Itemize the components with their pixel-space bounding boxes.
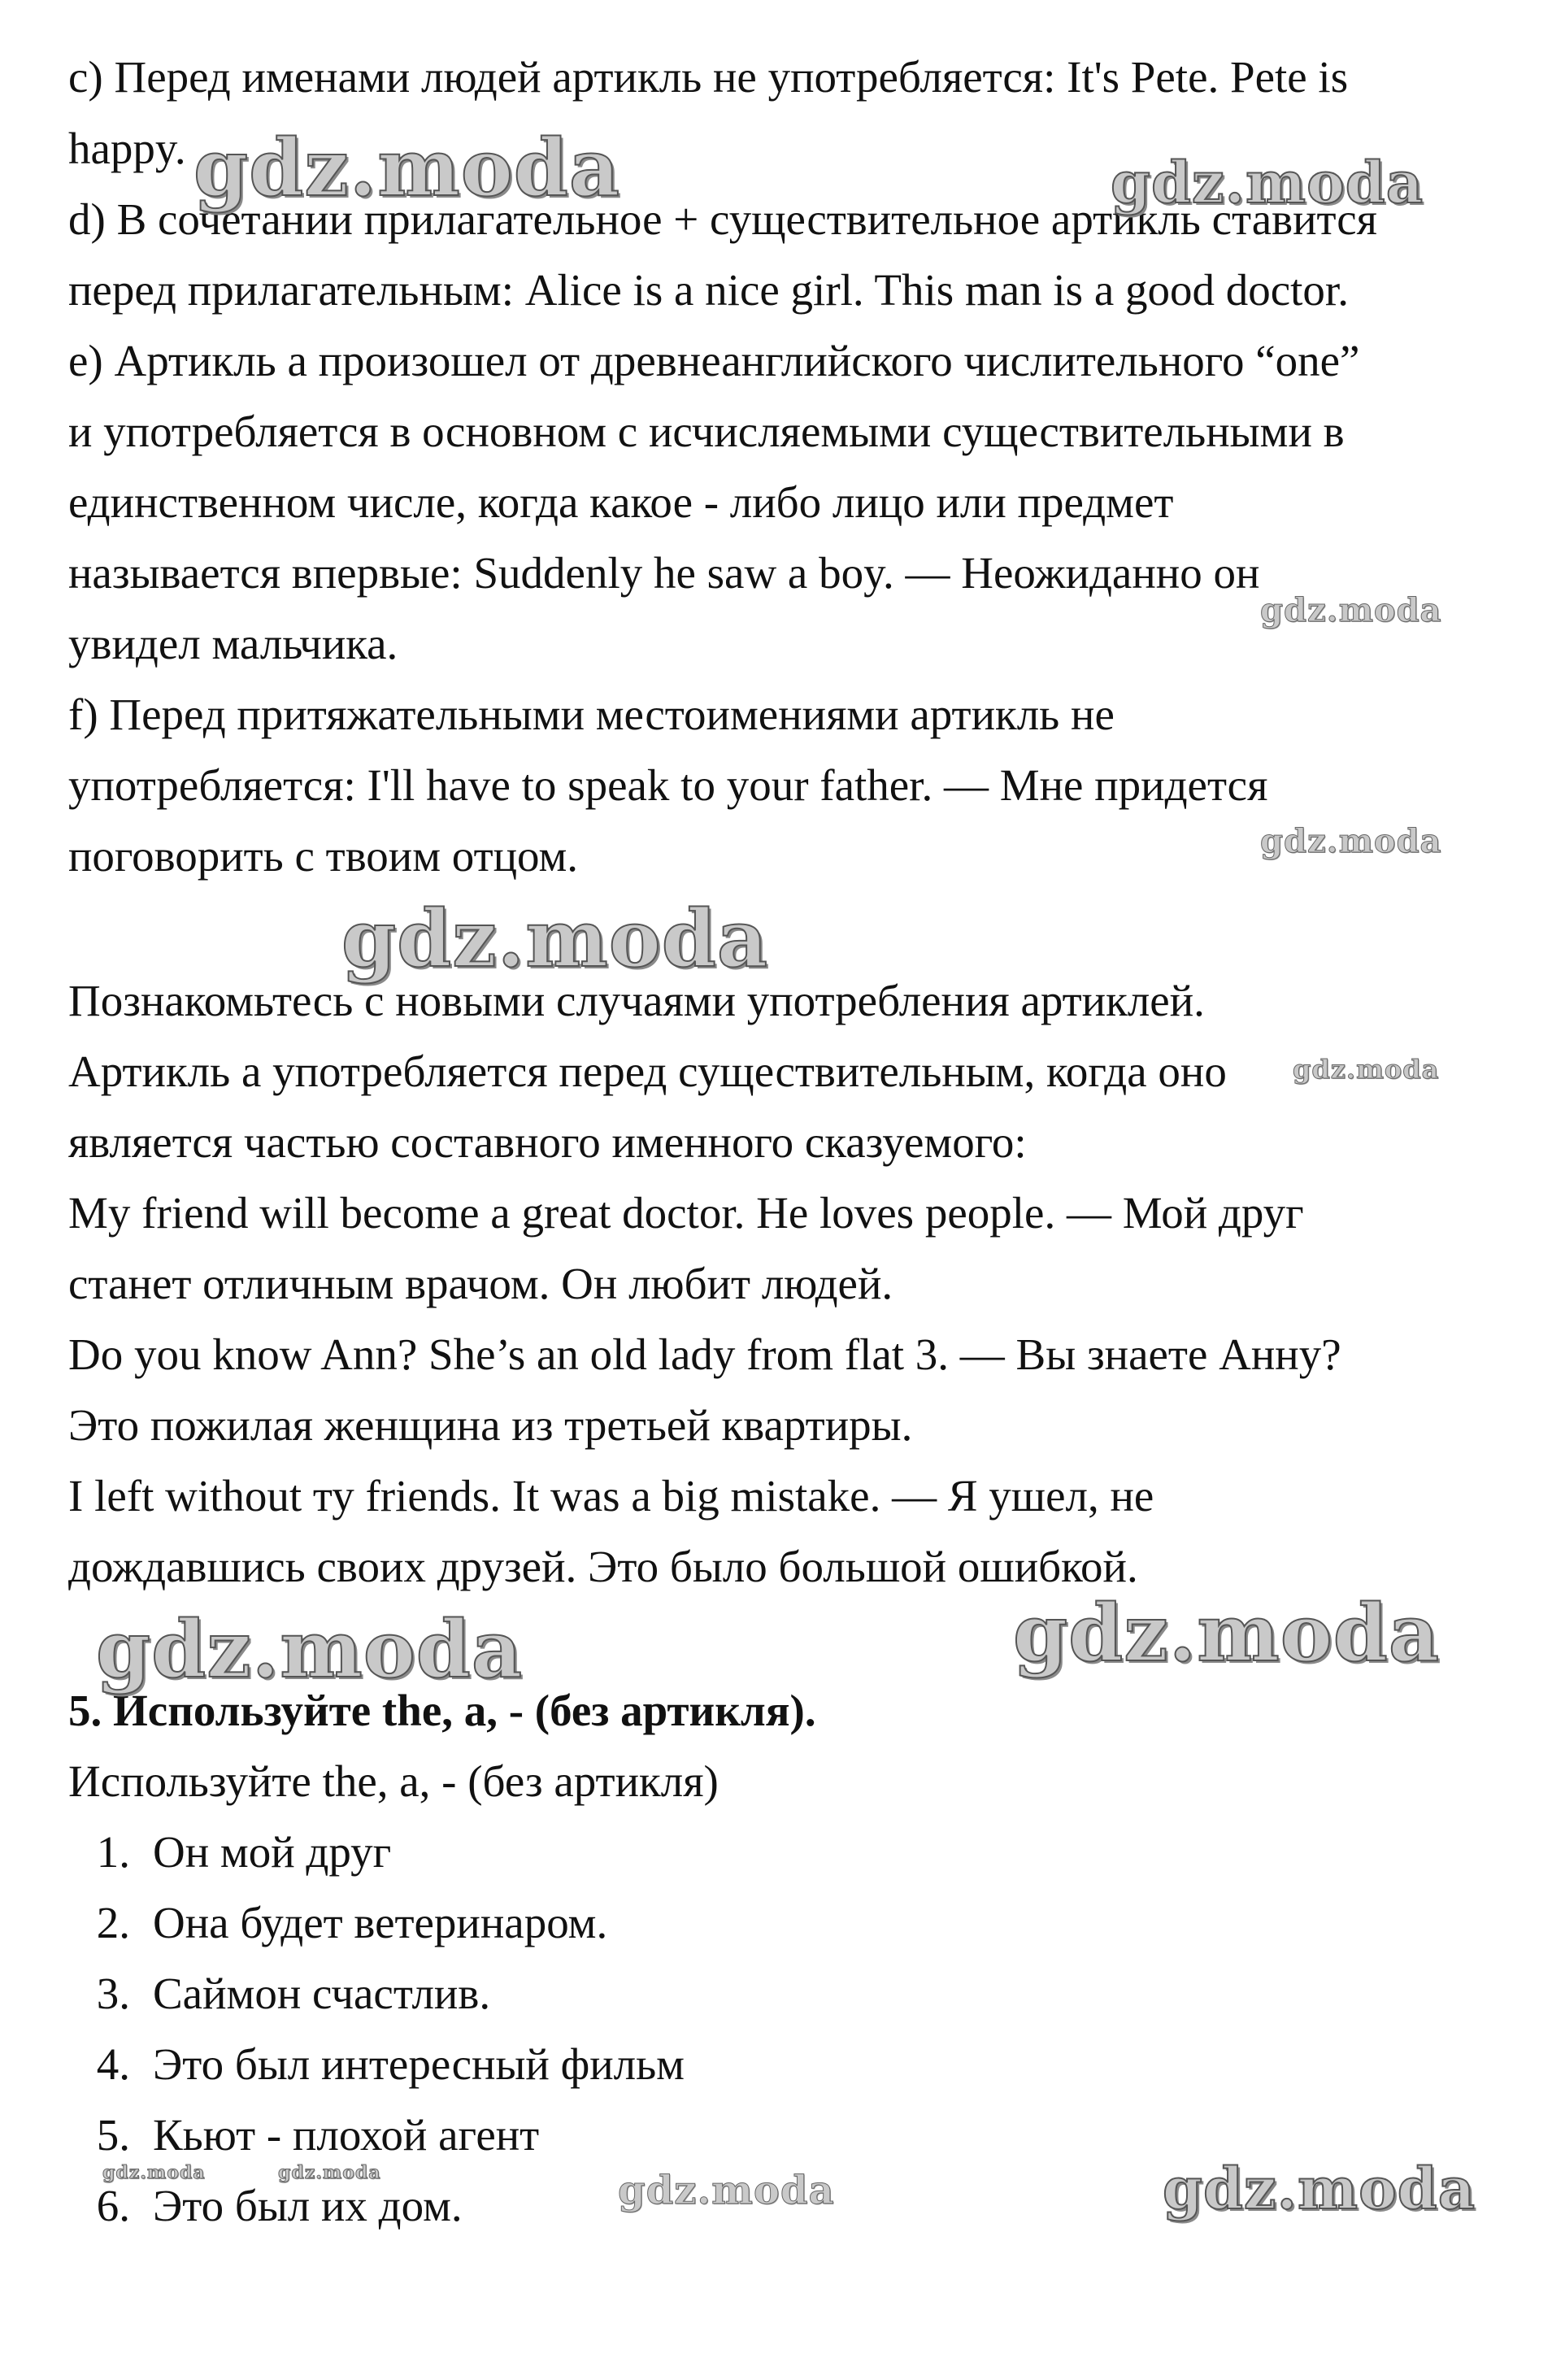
watermark: gdz.moda — [278, 2162, 381, 2183]
list-number: 3. — [96, 1969, 130, 2018]
paragraph-line: единственном числе, когда какое - либо лицо или предмет — [68, 477, 1174, 527]
watermark: gdz.moda — [1013, 1587, 1441, 1679]
watermark: gdz.moda — [96, 1603, 524, 1695]
paragraph-line: и употребляется в основном с исчисляемыми существительными в — [68, 407, 1345, 456]
paragraph-line: увидел мальчика. — [68, 619, 398, 668]
paragraph-line: Это пожилая женщина из третьей квартиры. — [68, 1400, 913, 1450]
watermark: gdz.moda — [1111, 149, 1424, 216]
list-number: 2. — [96, 1898, 130, 1947]
list-number: 5. — [96, 2110, 130, 2160]
list-text: Это был интересный фильм — [153, 2039, 685, 2089]
paragraph-line: дождавшись своих друзей. Это было большой ошибкой. — [68, 1542, 1138, 1591]
list-text: Кьют - плохой агент — [153, 2110, 540, 2160]
paragraph-line: f) Перед притяжательными местоимениями артикль не — [68, 690, 1115, 739]
watermark: gdz.moda — [1293, 1054, 1440, 1085]
watermark: gdz.moda — [102, 2162, 206, 2183]
paragraph-line: My friend will become a great doctor. He loves people. — Мой друг — [68, 1188, 1304, 1238]
exercise-instruction: Используйте the, a, - (без артикля) — [68, 1756, 719, 1806]
watermark: gdz.moda — [341, 893, 769, 985]
list-text: Саймон счастлив. — [153, 1969, 491, 2018]
paragraph-line: I left without ту friends. It was a big mistake. — Я ушел, не — [68, 1471, 1154, 1521]
paragraph-line: употребляется: I'll have to speak to your father. — Мне придется — [68, 760, 1268, 810]
watermark: gdz.moda — [618, 2168, 835, 2213]
paragraph-line: c) Перед именами людей артикль не употребляется: It's Pete. Pete is — [68, 52, 1349, 102]
list-text: Он мой друг — [153, 1827, 392, 1877]
list-number: 6. — [96, 2181, 130, 2230]
paragraph-line: Познакомьтесь с новыми случаями употребления артиклей. — [68, 976, 1205, 1025]
watermark: gdz.moda — [1260, 591, 1442, 629]
paragraph-line: поговорить с твоим отцом. — [68, 831, 579, 881]
paragraph-line: называется впервые: Suddenly he saw a boy. — Неожиданно он — [68, 548, 1260, 598]
paragraph-line: Do you know Ann? She’s an old lady from flat 3. — Вы знаете Анну? — [68, 1329, 1341, 1379]
paragraph-line: d) В сочетании прилагательное + существительное артикль ставится — [68, 194, 1377, 244]
list-text: Она будет ветеринаром. — [153, 1898, 608, 1947]
list-text: Это был их дом. — [153, 2181, 463, 2230]
watermark: gdz.moda — [193, 122, 621, 214]
paragraph-line: happy. — [68, 124, 186, 173]
watermark: gdz.moda — [1163, 2155, 1476, 2222]
paragraph-line: перед прилагательным: Alice is a nice girl. This man is a good doctor. — [68, 265, 1349, 315]
paragraph-line: станет отличным врачом. Он любит людей. — [68, 1259, 893, 1308]
paragraph-line: является частью составного именного сказуемого: — [68, 1117, 1027, 1167]
list-number: 4. — [96, 2039, 130, 2089]
exercise-heading: 5. Используйте the, a, - (без артикля). — [68, 1686, 816, 1735]
list-number: 1. — [96, 1827, 130, 1877]
paragraph-line: e) Артикль a произошел от древнеанглийского числительного “one” — [68, 336, 1360, 385]
paragraph-line: Артикль a употребляется перед существительным, когда оно — [68, 1046, 1227, 1096]
watermark: gdz.moda — [1260, 822, 1442, 860]
